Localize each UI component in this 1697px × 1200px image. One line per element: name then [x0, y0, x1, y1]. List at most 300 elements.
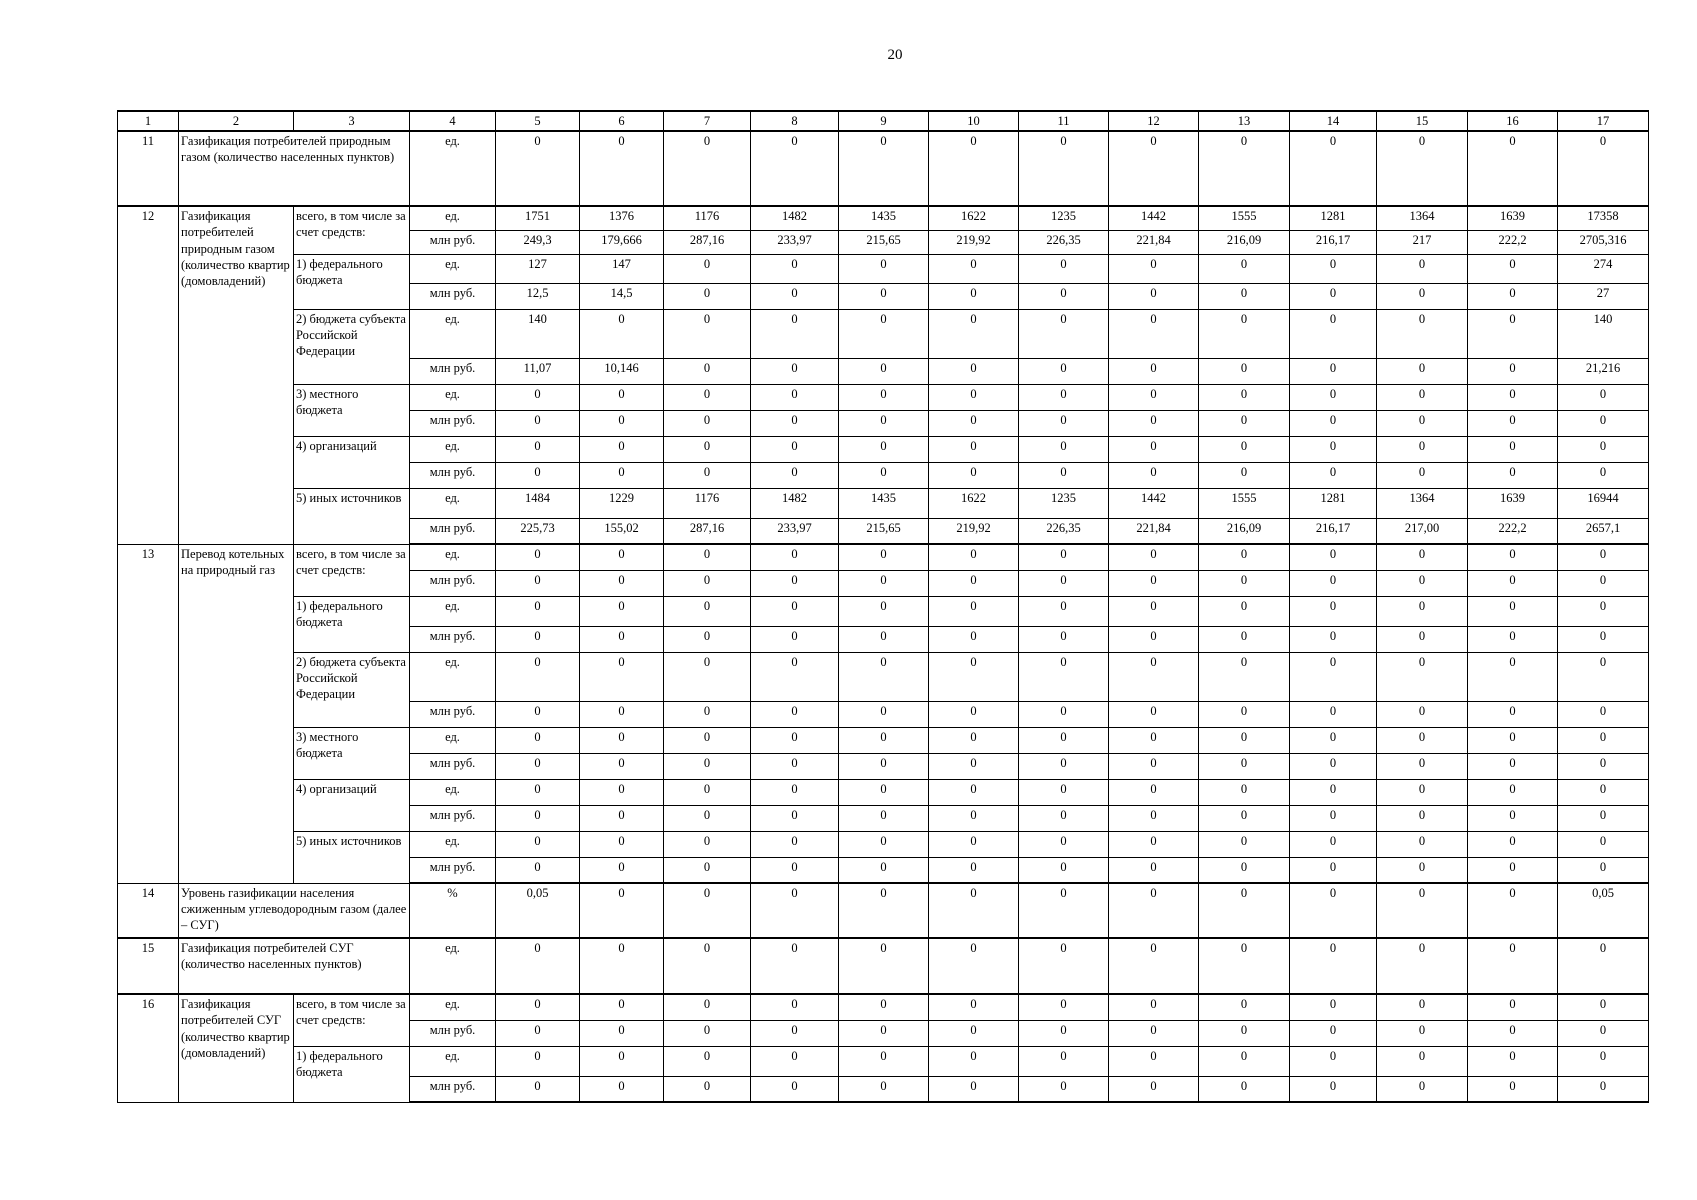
value-cell: 0 [751, 938, 839, 994]
value-cell: 0 [751, 544, 839, 570]
value-cell: 0 [1377, 254, 1468, 283]
value-cell: 0 [580, 410, 664, 436]
value-cell: 0 [839, 1020, 929, 1046]
unit-cell: ед. [410, 596, 496, 626]
unit-cell: ед. [410, 309, 496, 358]
indicator-name-cell: Газификация потребителей СУГ (количество квартир (домовладений) [179, 994, 294, 1102]
value-cell: 226,35 [1019, 518, 1109, 544]
value-cell: 0 [1109, 805, 1199, 831]
unit-cell: млн руб. [410, 358, 496, 384]
table-row [118, 309, 1649, 358]
value-cell: 1751 [496, 206, 580, 230]
value-cell: 0 [580, 994, 664, 1020]
value-cell: 0 [1109, 254, 1199, 283]
funding-source-cell: 4) организаций [294, 436, 410, 488]
value-cell: 0 [929, 753, 1019, 779]
value-cell: 0 [1468, 857, 1558, 883]
indicator-name-cell: Уровень газификации населения сжиженным углеводородным газом (далее – СУГ) [179, 883, 410, 938]
value-cell: 226,35 [1019, 230, 1109, 254]
value-cell: 0 [1558, 994, 1649, 1020]
value-cell: 216,17 [1290, 230, 1377, 254]
value-cell: 21,216 [1558, 358, 1649, 384]
value-cell: 0 [1109, 1046, 1199, 1076]
value-cell: 0 [1468, 131, 1558, 206]
value-cell: 287,16 [664, 230, 751, 254]
value-cell: 0 [1109, 462, 1199, 488]
row-number-cell: 16 [118, 994, 179, 1102]
value-cell: 0 [1109, 753, 1199, 779]
value-cell: 221,84 [1109, 518, 1199, 544]
column-number-cell: 4 [410, 111, 496, 131]
value-cell: 1376 [580, 206, 664, 230]
value-cell: 0 [1558, 753, 1649, 779]
value-cell: 0 [1019, 805, 1109, 831]
value-cell: 0 [1199, 283, 1290, 309]
value-cell: 1364 [1377, 206, 1468, 230]
value-cell: 0 [929, 358, 1019, 384]
value-cell: 0 [839, 857, 929, 883]
value-cell: 0 [751, 779, 839, 805]
unit-cell: % [410, 883, 496, 938]
value-cell: 0 [1199, 805, 1290, 831]
value-cell: 0 [1109, 283, 1199, 309]
value-cell: 0 [839, 309, 929, 358]
unit-cell: ед. [410, 1046, 496, 1076]
value-cell: 1281 [1290, 206, 1377, 230]
value-cell: 0 [1109, 938, 1199, 994]
unit-cell: ед. [410, 206, 496, 230]
column-number-cell: 9 [839, 111, 929, 131]
value-cell: 0 [1377, 994, 1468, 1020]
funding-source-cell: 1) федерального бюджета [294, 1046, 410, 1102]
table-row [118, 994, 1649, 1020]
row-number-cell: 14 [118, 883, 179, 938]
value-cell: 0 [1377, 727, 1468, 753]
value-cell: 0 [664, 701, 751, 727]
value-cell: 0 [580, 857, 664, 883]
value-cell: 0 [1019, 753, 1109, 779]
value-cell: 0 [1377, 283, 1468, 309]
value-cell: 0 [496, 1020, 580, 1046]
funding-source-cell: 4) организаций [294, 779, 410, 831]
column-number-cell: 14 [1290, 111, 1377, 131]
value-cell: 233,97 [751, 518, 839, 544]
value-cell: 0 [1109, 626, 1199, 652]
value-cell: 0 [1468, 436, 1558, 462]
value-cell: 0 [1199, 831, 1290, 857]
unit-cell: млн руб. [410, 857, 496, 883]
funding-source-cell: 3) местного бюджета [294, 727, 410, 779]
value-cell: 0 [580, 1046, 664, 1076]
value-cell: 0 [580, 544, 664, 570]
value-cell: 0 [1377, 857, 1468, 883]
value-cell: 0 [1377, 436, 1468, 462]
value-cell: 1176 [664, 206, 751, 230]
unit-cell: ед. [410, 652, 496, 701]
unit-cell: ед. [410, 254, 496, 283]
value-cell: 0 [496, 994, 580, 1020]
unit-cell: ед. [410, 994, 496, 1020]
value-cell: 0 [929, 1076, 1019, 1102]
value-cell: 0 [1468, 727, 1558, 753]
column-number-cell: 7 [664, 111, 751, 131]
indicator-name-cell: Газификация потребителей СУГ (количество населенных пунктов) [179, 938, 410, 994]
value-cell: 0 [664, 753, 751, 779]
value-cell: 0 [1019, 1020, 1109, 1046]
value-cell: 0 [1019, 384, 1109, 410]
value-cell: 0 [1019, 254, 1109, 283]
value-cell: 0 [496, 727, 580, 753]
value-cell: 0 [839, 436, 929, 462]
column-number-cell: 13 [1199, 111, 1290, 131]
value-cell: 0 [1377, 596, 1468, 626]
column-number-cell: 5 [496, 111, 580, 131]
value-cell: 0 [664, 727, 751, 753]
value-cell: 0 [1109, 779, 1199, 805]
value-cell: 0 [496, 1046, 580, 1076]
value-cell: 0 [1468, 254, 1558, 283]
unit-cell: млн руб. [410, 701, 496, 727]
value-cell: 0 [1468, 652, 1558, 701]
value-cell: 0 [929, 652, 1019, 701]
value-cell: 0 [496, 596, 580, 626]
value-cell: 0 [1109, 570, 1199, 596]
funding-source-cell: 2) бюджета субъекта Российской Федерации [294, 309, 410, 384]
unit-cell: млн руб. [410, 230, 496, 254]
column-number-cell: 1 [118, 111, 179, 131]
value-cell: 0 [1290, 309, 1377, 358]
value-cell: 0 [1558, 462, 1649, 488]
value-cell: 0 [1558, 596, 1649, 626]
value-cell: 147 [580, 254, 664, 283]
value-cell: 0 [580, 805, 664, 831]
value-cell: 0 [751, 283, 839, 309]
value-cell: 0 [1290, 544, 1377, 570]
value-cell: 0 [1019, 701, 1109, 727]
value-cell: 0 [1468, 805, 1558, 831]
value-cell: 0 [929, 596, 1019, 626]
value-cell: 0 [1468, 596, 1558, 626]
value-cell: 0 [1109, 410, 1199, 436]
value-cell: 1622 [929, 206, 1019, 230]
column-number-cell: 17 [1558, 111, 1649, 131]
value-cell: 0 [1019, 544, 1109, 570]
value-cell: 0 [1468, 570, 1558, 596]
value-cell: 0 [1377, 309, 1468, 358]
value-cell: 12,5 [496, 283, 580, 309]
value-cell: 0 [1290, 436, 1377, 462]
value-cell: 222,2 [1468, 518, 1558, 544]
value-cell: 0 [751, 596, 839, 626]
value-cell: 0 [1199, 384, 1290, 410]
value-cell: 0 [1109, 436, 1199, 462]
row-number-cell: 11 [118, 131, 179, 206]
value-cell: 0 [1019, 938, 1109, 994]
column-number-cell: 10 [929, 111, 1019, 131]
value-cell: 0 [1468, 753, 1558, 779]
value-cell: 0 [496, 753, 580, 779]
funding-source-cell: всего, в том числе за счет средств: [294, 544, 410, 596]
value-cell: 0 [1019, 994, 1109, 1020]
value-cell: 0 [580, 626, 664, 652]
value-cell: 0 [839, 131, 929, 206]
column-number-cell: 16 [1468, 111, 1558, 131]
value-cell: 0 [1019, 283, 1109, 309]
value-cell: 0 [1558, 570, 1649, 596]
value-cell: 0 [839, 701, 929, 727]
value-cell: 0 [751, 1046, 839, 1076]
value-cell: 0 [580, 309, 664, 358]
value-cell: 0 [496, 938, 580, 994]
value-cell: 0 [929, 857, 1019, 883]
value-cell: 0 [929, 1020, 1019, 1046]
value-cell: 216,17 [1290, 518, 1377, 544]
value-cell: 0 [1377, 384, 1468, 410]
column-number-cell: 15 [1377, 111, 1468, 131]
value-cell: 216,09 [1199, 230, 1290, 254]
value-cell: 0 [1290, 652, 1377, 701]
financing-table [117, 110, 1649, 1103]
value-cell: 0 [1199, 753, 1290, 779]
value-cell: 0 [1468, 994, 1558, 1020]
value-cell: 0 [929, 544, 1019, 570]
funding-source-cell: 3) местного бюджета [294, 384, 410, 436]
value-cell: 225,73 [496, 518, 580, 544]
unit-cell: ед. [410, 131, 496, 206]
value-cell: 0 [1468, 779, 1558, 805]
value-cell: 0 [580, 1076, 664, 1102]
unit-cell: млн руб. [410, 753, 496, 779]
unit-cell: млн руб. [410, 283, 496, 309]
value-cell: 0 [839, 883, 929, 938]
value-cell: 0 [839, 596, 929, 626]
value-cell: 0 [1109, 358, 1199, 384]
table-row [118, 779, 1649, 805]
value-cell: 222,2 [1468, 230, 1558, 254]
row-number-cell: 12 [118, 206, 179, 544]
value-cell: 0 [1377, 701, 1468, 727]
value-cell: 0 [1468, 626, 1558, 652]
value-cell: 0 [1290, 358, 1377, 384]
value-cell: 0 [580, 779, 664, 805]
value-cell: 0 [839, 570, 929, 596]
funding-source-cell: 5) иных источников [294, 488, 410, 544]
value-cell: 0 [1468, 1076, 1558, 1102]
value-cell: 0 [929, 283, 1019, 309]
table-row [118, 488, 1649, 518]
value-cell: 0 [1377, 779, 1468, 805]
value-cell: 0 [929, 831, 1019, 857]
value-cell: 2705,316 [1558, 230, 1649, 254]
table-row [118, 384, 1649, 410]
value-cell: 221,84 [1109, 230, 1199, 254]
value-cell: 0 [839, 283, 929, 309]
value-cell: 0 [496, 410, 580, 436]
value-cell: 0 [1019, 462, 1109, 488]
value-cell: 0 [1377, 1020, 1468, 1046]
value-cell: 0 [1019, 358, 1109, 384]
value-cell: 0 [580, 131, 664, 206]
value-cell: 0 [664, 131, 751, 206]
value-cell: 0 [839, 831, 929, 857]
value-cell: 1281 [1290, 488, 1377, 518]
value-cell: 0 [496, 1076, 580, 1102]
value-cell: 1176 [664, 488, 751, 518]
value-cell: 0 [580, 883, 664, 938]
unit-cell: ед. [410, 384, 496, 410]
value-cell: 0 [839, 1076, 929, 1102]
value-cell: 0 [664, 857, 751, 883]
table-row [118, 436, 1649, 462]
value-cell: 0 [496, 805, 580, 831]
value-cell: 0 [1468, 1046, 1558, 1076]
value-cell: 0 [1199, 994, 1290, 1020]
value-cell: 1484 [496, 488, 580, 518]
value-cell: 0 [1558, 652, 1649, 701]
unit-cell: млн руб. [410, 570, 496, 596]
value-cell: 0 [839, 544, 929, 570]
value-cell: 1364 [1377, 488, 1468, 518]
funding-source-cell: 1) федерального бюджета [294, 596, 410, 652]
value-cell: 0 [929, 436, 1019, 462]
value-cell: 155,02 [580, 518, 664, 544]
value-cell: 140 [1558, 309, 1649, 358]
value-cell: 0 [1109, 994, 1199, 1020]
table-row [118, 883, 1649, 938]
value-cell: 0 [1558, 805, 1649, 831]
column-number-row [118, 111, 1649, 131]
value-cell: 0 [1199, 131, 1290, 206]
value-cell: 0 [1290, 994, 1377, 1020]
indicator-name-cell: Газификация потребителей природным газом (количество квартир (домовладений) [179, 206, 294, 544]
value-cell: 0 [496, 462, 580, 488]
unit-cell: млн руб. [410, 1076, 496, 1102]
value-cell: 0 [839, 727, 929, 753]
value-cell: 0 [1558, 384, 1649, 410]
value-cell: 0 [1558, 857, 1649, 883]
value-cell: 179,666 [580, 230, 664, 254]
value-cell: 216,09 [1199, 518, 1290, 544]
value-cell: 0 [1468, 462, 1558, 488]
unit-cell: ед. [410, 831, 496, 857]
value-cell: 0 [839, 994, 929, 1020]
value-cell: 0 [1377, 544, 1468, 570]
value-cell: 10,146 [580, 358, 664, 384]
value-cell: 0 [1558, 779, 1649, 805]
value-cell: 0 [1109, 857, 1199, 883]
value-cell: 0 [751, 727, 839, 753]
value-cell: 1235 [1019, 206, 1109, 230]
value-cell: 0 [1468, 544, 1558, 570]
value-cell: 0 [1290, 1046, 1377, 1076]
value-cell: 0 [1019, 857, 1109, 883]
unit-cell: ед. [410, 938, 496, 994]
value-cell: 0 [1377, 883, 1468, 938]
value-cell: 0 [664, 938, 751, 994]
table-row [118, 206, 1649, 230]
value-cell: 27 [1558, 283, 1649, 309]
value-cell: 0 [1199, 358, 1290, 384]
funding-source-cell: 5) иных источников [294, 831, 410, 883]
value-cell: 0 [751, 831, 839, 857]
value-cell: 0 [1377, 938, 1468, 994]
value-cell: 0 [1199, 1020, 1290, 1046]
value-cell: 0 [1290, 883, 1377, 938]
value-cell: 140 [496, 309, 580, 358]
value-cell: 0 [839, 1046, 929, 1076]
value-cell: 14,5 [580, 283, 664, 309]
value-cell: 0 [929, 410, 1019, 436]
value-cell: 0 [496, 570, 580, 596]
column-number-cell: 8 [751, 111, 839, 131]
value-cell: 0 [664, 883, 751, 938]
value-cell: 1482 [751, 488, 839, 518]
indicator-name-cell: Перевод котельных на природный газ [179, 544, 294, 883]
value-cell: 0 [580, 384, 664, 410]
table-body [118, 131, 1649, 1102]
value-cell: 0 [1019, 831, 1109, 857]
value-cell: 0 [1468, 384, 1558, 410]
value-cell: 0 [1377, 1076, 1468, 1102]
value-cell: 0 [1019, 727, 1109, 753]
value-cell: 0 [929, 779, 1019, 805]
value-cell: 0 [1199, 883, 1290, 938]
value-cell: 0 [751, 994, 839, 1020]
value-cell: 0 [496, 857, 580, 883]
value-cell: 0 [580, 753, 664, 779]
funding-source-cell: 2) бюджета субъекта Российской Федерации [294, 652, 410, 727]
table-row [118, 131, 1649, 206]
value-cell: 0 [1019, 410, 1109, 436]
value-cell: 0 [1019, 436, 1109, 462]
unit-cell: млн руб. [410, 1020, 496, 1046]
value-cell: 0 [1109, 883, 1199, 938]
value-cell: 0 [1109, 652, 1199, 701]
value-cell: 0 [751, 805, 839, 831]
value-cell: 1639 [1468, 488, 1558, 518]
value-cell: 0 [664, 358, 751, 384]
value-cell: 0 [1377, 805, 1468, 831]
value-cell: 0 [664, 596, 751, 626]
value-cell: 0 [664, 994, 751, 1020]
value-cell: 0 [664, 384, 751, 410]
value-cell: 0 [751, 358, 839, 384]
value-cell: 0 [1377, 131, 1468, 206]
value-cell: 0 [1558, 131, 1649, 206]
value-cell: 215,65 [839, 518, 929, 544]
value-cell: 0 [1290, 727, 1377, 753]
value-cell: 0 [1199, 410, 1290, 436]
value-cell: 0 [751, 254, 839, 283]
value-cell: 0 [839, 462, 929, 488]
value-cell: 0 [929, 994, 1019, 1020]
value-cell: 0 [1558, 626, 1649, 652]
value-cell: 1622 [929, 488, 1019, 518]
table-row [118, 596, 1649, 626]
value-cell: 1235 [1019, 488, 1109, 518]
value-cell: 0 [1558, 410, 1649, 436]
value-cell: 0 [1290, 462, 1377, 488]
indicator-name-cell: Газификация потребителей природным газом (количество населенных пунктов) [179, 131, 410, 206]
value-cell: 0 [929, 805, 1019, 831]
value-cell: 0 [1468, 938, 1558, 994]
value-cell: 0 [929, 883, 1019, 938]
value-cell: 0 [929, 938, 1019, 994]
value-cell: 0 [1109, 131, 1199, 206]
value-cell: 0 [751, 462, 839, 488]
value-cell: 0 [1468, 410, 1558, 436]
value-cell: 0 [580, 1020, 664, 1046]
